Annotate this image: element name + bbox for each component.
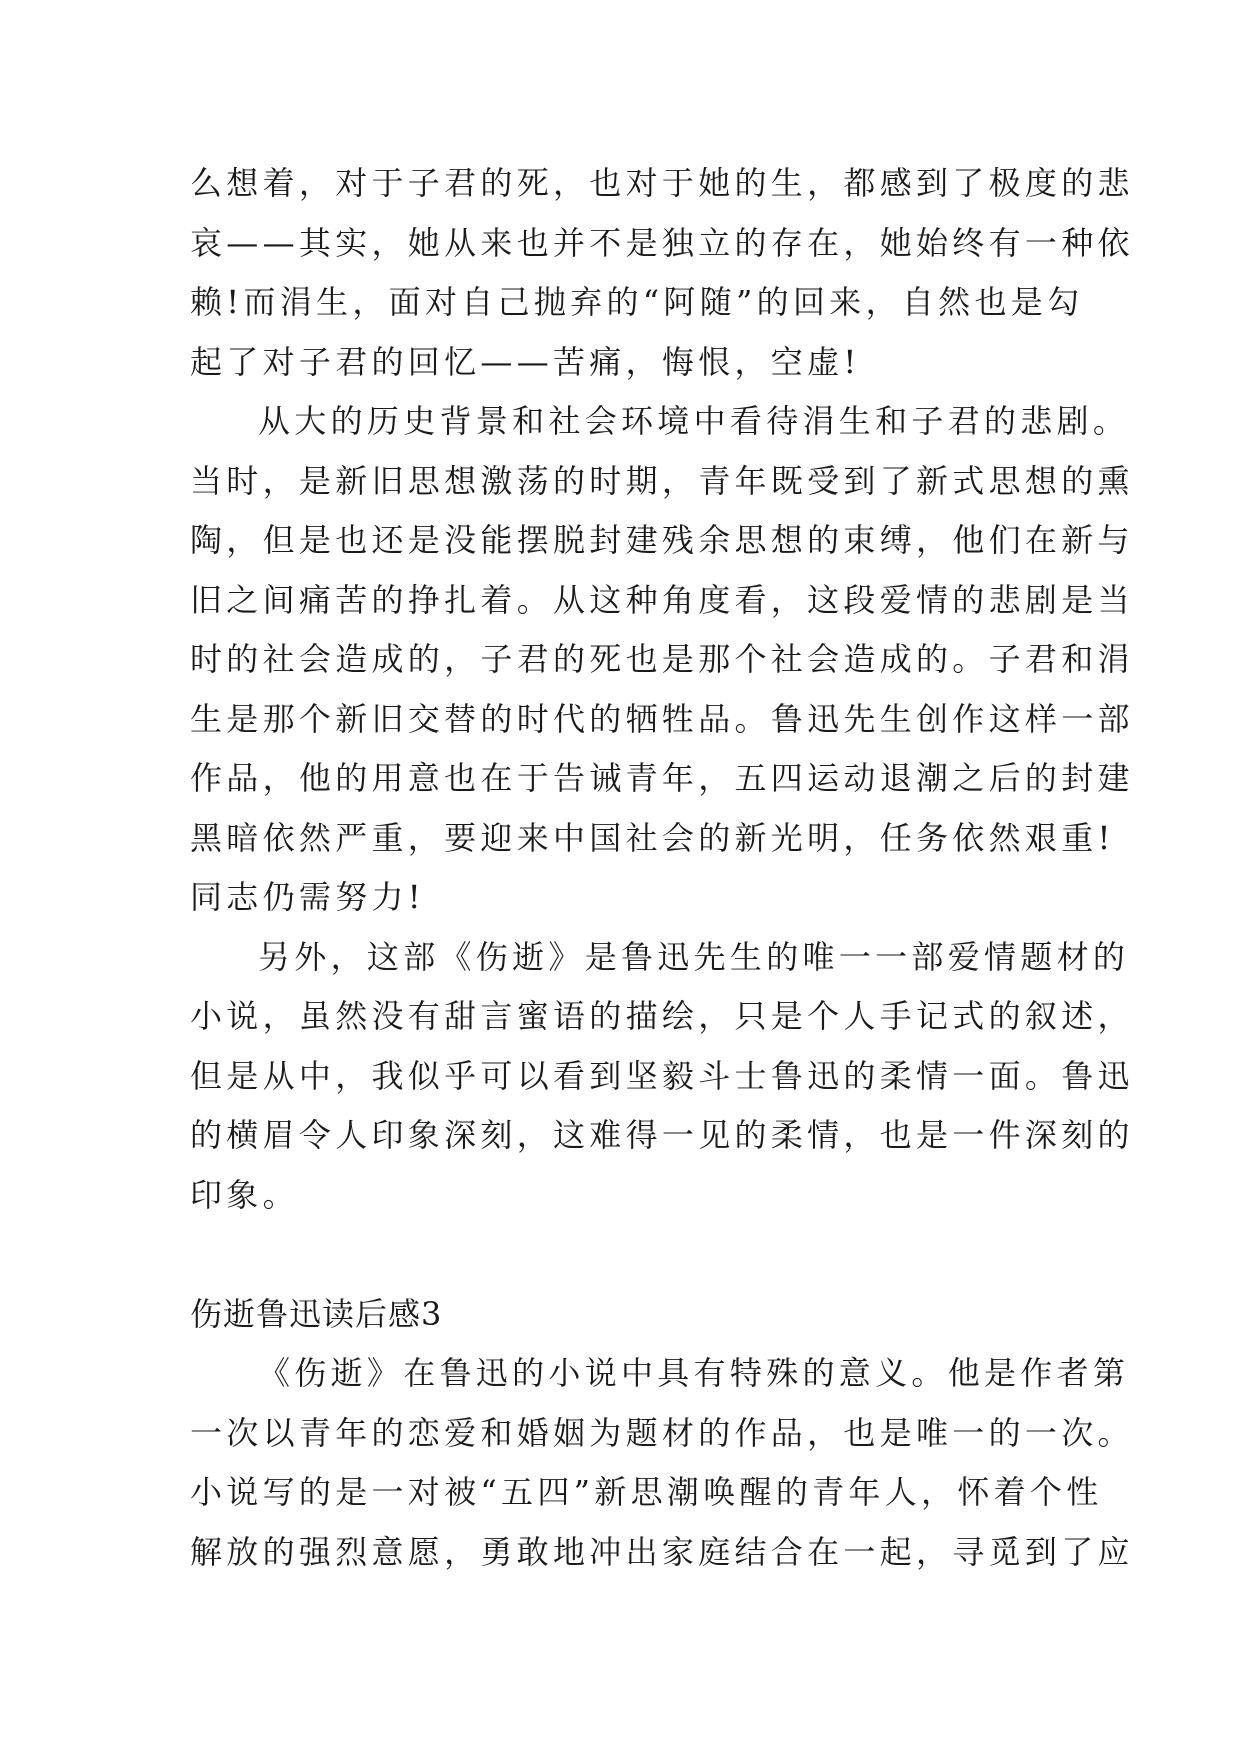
paragraph-2	[190, 392, 1134, 928]
text-line: 解放的强烈意愿，勇敢地冲出家庭结合在一起，寻觅到了应	[190, 1532, 1134, 1571]
text-line: 哀——其实，她从来也并不是独立的存在，她始终有一种依	[190, 223, 1134, 262]
text-line: 印象。	[190, 1175, 299, 1214]
document-body	[190, 154, 1134, 1582]
section-heading: 伤逝鲁迅读后感3	[190, 1294, 443, 1333]
text-line: 的横眉令人印象深刻，这难得一见的柔情，也是一件深刻的	[190, 1116, 1134, 1154]
text-line: 起了对子君的回忆——苦痛，悔恨，空虚!	[190, 342, 861, 381]
text-line: 时的社会造成的，子君的死也是那个社会造成的。子君和涓	[190, 640, 1134, 678]
text-line: 从大的历史背景和社会环境中看待涓生和子君的悲剧。	[258, 402, 1130, 440]
paragraph-4	[190, 1344, 1134, 1582]
text-line: 作品，他的用意也在于告诫青年，五四运动退潮之后的封建	[190, 759, 1134, 797]
text-line: 一次以青年的恋爱和婚姻为题材的作品，也是唯一的一次。	[190, 1413, 1134, 1452]
paragraph-3	[190, 928, 1134, 1226]
text-line: 生是那个新旧交替的时代的牺牲品。鲁迅先生创作这样一部	[190, 699, 1134, 738]
text-line: 旧之间痛苦的挣扎着。从这种角度看，这段爱情的悲剧是当	[190, 580, 1134, 619]
text-line: 小说，虽然没有甜言蜜语的描绘，只是个人手记式的叙述，	[190, 997, 1134, 1035]
text-line: 陶，但是也还是没能摆脱封建残余思想的束缚，他们在新与	[190, 521, 1134, 559]
text-line: 但是从中，我似乎可以看到坚毅斗士鲁迅的柔情一面。鲁迅	[190, 1056, 1134, 1095]
text-line: 同志仍需努力!	[190, 878, 425, 916]
paragraph-1	[190, 154, 1134, 392]
text-line: 另外，这部《伤逝》是鲁迅先生的唯一一部爱情题材的	[258, 937, 1130, 976]
text-line: 黑暗依然严重，要迎来中国社会的新光明，任务依然艰重!	[190, 818, 1115, 857]
text-line: 《伤逝》在鲁迅的小说中具有特殊的意义。他是作者第	[258, 1354, 1130, 1392]
text-line: 赖!而涓生，面对自己抛弃的“阿随”的回来，自然也是勾	[190, 283, 1084, 321]
text-line: 么想着，对于子君的死，也对于她的生，都感到了极度的悲	[190, 164, 1134, 202]
text-line: 小说写的是一对被“五四”新思潮唤醒的青年人，怀着个性	[190, 1473, 1103, 1511]
text-line: 当时，是新旧思想激荡的时期，青年既受到了新式思想的熏	[190, 461, 1134, 500]
